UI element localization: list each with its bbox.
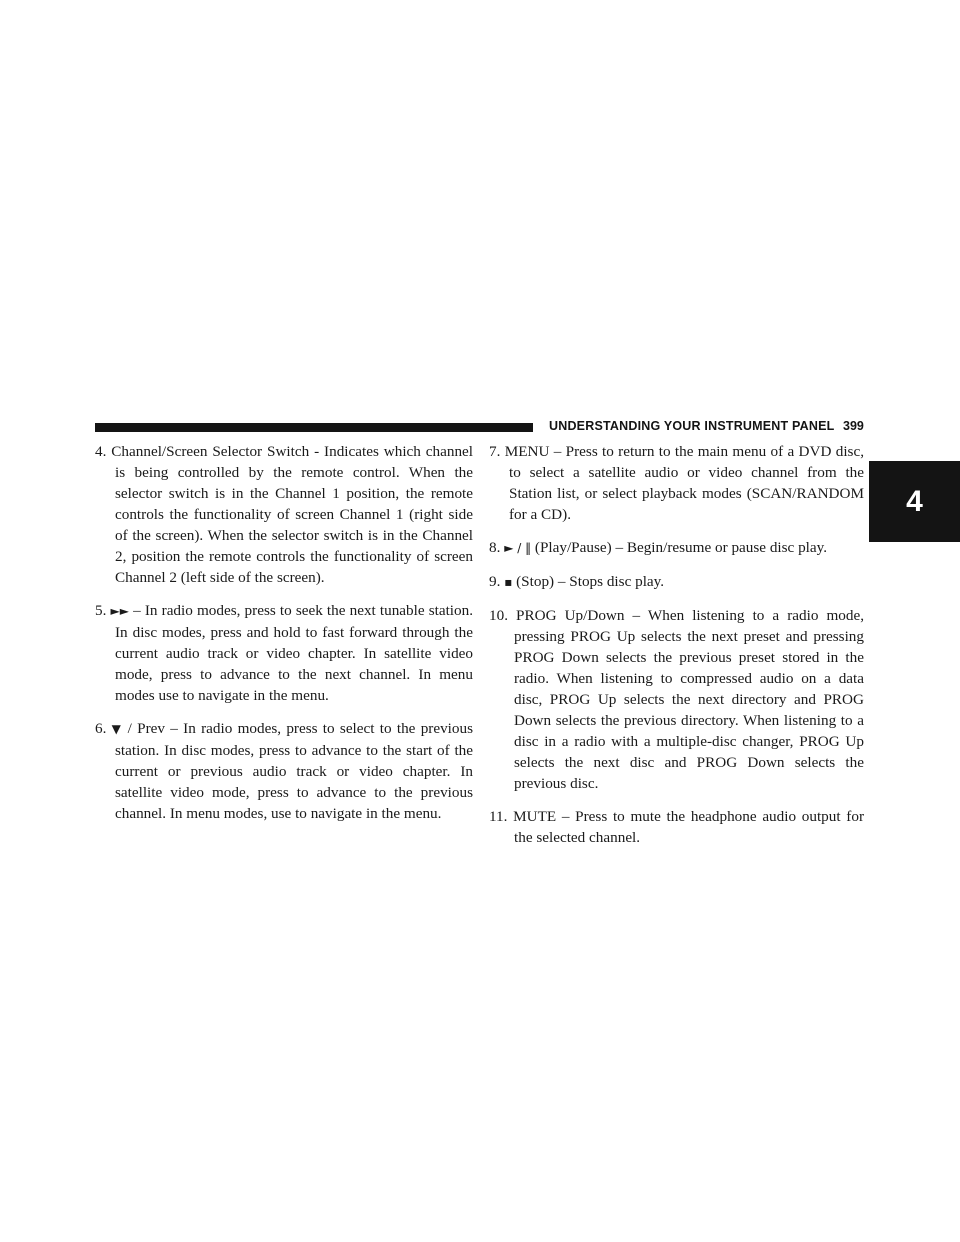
- left-column: [95, 441, 473, 836]
- list-item-4: [95, 441, 473, 588]
- down-arrow-icon: ▼: [111, 722, 123, 736]
- item-number: 4.: [95, 443, 107, 460]
- item-text: (Play/Pause) – Begin/resume or pause disc play.: [534, 539, 828, 556]
- right-column: [489, 441, 864, 860]
- item-number: 11.: [489, 808, 508, 825]
- item-text: Channel/Screen Selector Switch - Indicates which channel is being controlled by the remote control. When the selector switch is in the Channel 1 position, the remote controls the functionality of screen Channel 1 (right side of the screen). When the selector switch is in the Channel 2, position the remote controls the functionality of screen Channel 2 (left side of the screen).: [111, 443, 473, 586]
- chapter-tab: [869, 461, 960, 542]
- item-text: MUTE – Press to mute the headphone audio output for the selected channel.: [513, 808, 864, 846]
- item-number: 7.: [489, 443, 501, 460]
- item-number: 8.: [489, 539, 501, 556]
- running-header-title: UNDERSTANDING YOUR INSTRUMENT PANEL: [549, 419, 835, 433]
- list-item-10: [489, 605, 864, 794]
- item-text: PROG Up/Down – When listening to a radio mode, pressing PROG Up selects the next preset and pressing PROG Down selects the previous preset stored in the radio. When listening to compressed audio on a data disc, PROG Up selects the next directory and PROG Down selects the previous directory. When listening to a disc in a radio with a multiple-disc changer, PROG Up selects the next disc and PROG Down selects the previous disc.: [514, 607, 865, 792]
- item-text: (Stop) – Stops disc play.: [516, 573, 665, 590]
- item-number: 9.: [489, 573, 501, 590]
- page-number: 399: [843, 419, 864, 433]
- list-item-11: [489, 806, 864, 848]
- item-text: / Prev – In radio modes, press to select to the previous station. In disc modes, press to advance to the start of the current or previous audio track or video chapter. In satellite video mode, press to advance to the previous channel. In menu modes, use to navigate in the menu.: [115, 720, 473, 822]
- fast-forward-icon: ►►: [110, 604, 129, 618]
- item-text: MENU – Press to return to the main menu of a DVD disc, to select a satellite audio or video channel from the Station list, or select playback modes (SCAN/RANDOM for a CD).: [504, 443, 864, 523]
- list-item-5: [95, 600, 473, 706]
- list-item-7: [489, 441, 864, 525]
- list-item-8: [489, 537, 864, 559]
- list-item-9: [489, 571, 864, 593]
- header-rule: [95, 423, 533, 432]
- item-text: – In radio modes, press to seek the next tunable station. In disc modes, press and hold to fast forward through the current audio track or video chapter. In satellite video mode, press to advance to the next channel. In menu modes use to navigate in the menu.: [115, 602, 474, 704]
- stop-icon: ▪: [504, 575, 513, 589]
- list-item-6: [95, 718, 473, 824]
- chapter-number: 4: [906, 484, 923, 518]
- item-number: 10.: [489, 607, 508, 624]
- item-number: 6.: [95, 720, 107, 737]
- item-number: 5.: [95, 602, 107, 619]
- play-pause-icon: ► / ‖: [504, 541, 532, 555]
